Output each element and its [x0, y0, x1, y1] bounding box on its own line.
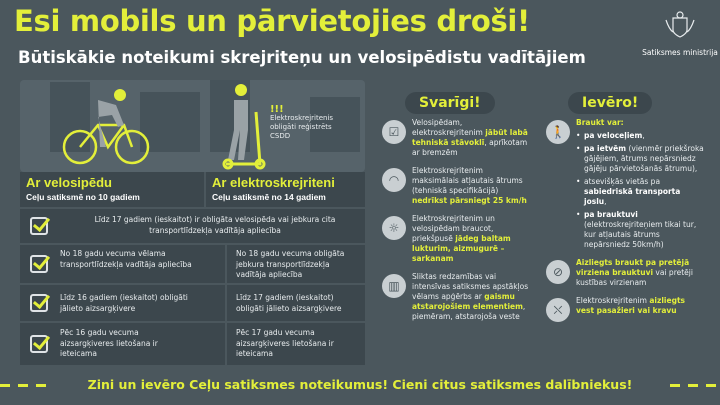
text-segment: ,	[604, 197, 607, 206]
text-segment: Sliktas redzamības vai intensīvas satiksmes apstākļos vēlams apģērbs ar	[412, 272, 529, 301]
ministry-name: Satiksmes ministrija	[642, 48, 718, 57]
text-segment: ,	[642, 131, 645, 140]
text-segment: (vienmēr priekšroka gājējiem, ātrums nepārsniedz gājēju pārvietošanās ātrumu),	[584, 144, 704, 173]
text-segment: (elektroskrejriteņiem tikai tur, kur atļautais ātrums nepārsniedz 50km/h)	[584, 220, 697, 249]
checkbox-icon	[30, 217, 48, 235]
bicycle-age: Ceļu satiksmē no 10 gadiem	[26, 192, 140, 202]
text-segment: Velosipēdam, elektroskrejritenim	[412, 118, 486, 137]
ievero-heading: Ievēro!	[568, 92, 652, 114]
vest-icon: ▥	[382, 274, 406, 298]
rule-row	[20, 209, 365, 243]
svarigi-heading: Svarīgi!	[405, 92, 495, 114]
text-segment: jābūt labā tehniskā stāvoklī	[412, 128, 528, 147]
svarigi-list	[380, 118, 530, 330]
page-subtitle: Būtiskākie noteikumi skrejriteņu un velosipēdistu vadītājiem	[18, 48, 586, 67]
bicycle-title: Ar velosipēdu	[26, 175, 112, 190]
bicycle-header	[20, 172, 204, 207]
ride-option	[576, 210, 704, 250]
speedometer-icon: ◠	[382, 168, 406, 192]
text-segment: Aizliegts braukt pa pretējā virziena brauktuvi	[576, 258, 690, 277]
no-entry-icon: ⊘	[546, 260, 570, 284]
text-segment: , piemēram, atstarojoša veste	[412, 302, 526, 321]
ride-option	[576, 144, 704, 174]
pedestrian-bicycle-icon: 🚶	[546, 120, 570, 144]
rule-bicycle: No 18 gadu vecuma vēlama transportlīdzekļa vadītāja apliecība	[60, 249, 192, 269]
svarigi-item	[380, 214, 530, 264]
checkbox-icon	[30, 255, 48, 273]
svarigi-item	[380, 272, 530, 322]
scooter-header	[206, 172, 365, 207]
text-segment: Elektroskrejritenim	[576, 296, 650, 305]
text-segment: Elektroskrejritenim un velosipēdam braucot, priekšpusē	[412, 214, 495, 243]
checkbox-icon	[30, 294, 48, 312]
rule-scooter: Līdz 17 gadiem (ieskaitot) obligāti jālieto aizsargķivere	[236, 293, 342, 313]
rule-bicycle: Līdz 16 gadiem (ieskaitot) obligāti jālieto aizsargķivere	[60, 293, 188, 313]
svarigi-item	[380, 166, 530, 206]
rule-text: Līdz 17 gadiem (ieskaitot) ir obligāta velosipēda vai jebkura cita transportlīdzekļa vadītāja apliecība	[94, 215, 336, 235]
text-segment: sabiedriskā transporta joslu	[584, 187, 681, 206]
rule-scooter: Pēc 17 gadu vecuma aizsargķiveres lietošana ir ieteicama	[236, 328, 334, 358]
forbidden-wrong-way	[544, 258, 704, 288]
note-mark: !!!	[270, 104, 284, 115]
rule-row	[20, 323, 365, 365]
cyclist-illustration	[60, 85, 150, 170]
page-title: Esi mobils un pārvietojies droši!	[14, 4, 530, 38]
text-segment: atsevišķās vietās pa	[584, 177, 661, 186]
text-segment: , aprīkotam ar bremzēm	[412, 138, 528, 157]
scooter-age: Ceļu satiksmē no 14 gadiem	[212, 192, 326, 202]
note-text: Elektroskrejritenis obligāti reģistrēts CSDD	[270, 114, 334, 140]
rule-scooter: No 18 gadu vecuma obligāta jebkura transportlīdzekļa vadītāja apliecība	[236, 249, 345, 279]
rule-row	[20, 245, 365, 283]
ride-allowed	[544, 118, 704, 250]
checkbox-icon	[30, 335, 48, 353]
scooter-rider-illustration	[220, 80, 270, 172]
rule-bicycle: Pēc 16 gadu vecuma aizsargķiveres lietošana ir ieteicama	[60, 328, 158, 358]
checklist-icon: ☑	[382, 120, 406, 144]
registration-note	[270, 105, 350, 141]
bottom-slogan: Zini un ievēro Ceļu satiksmes noteikumus! Cieni citus satiksmes dalībniekus!	[87, 377, 633, 392]
svarigi-item	[380, 118, 530, 158]
text-segment: Elektroskrejritenim maksimālais atļautais ātrums (tehniskā specifikācijā)	[412, 166, 523, 195]
forbidden-passenger	[544, 296, 704, 316]
ride-option	[576, 177, 704, 207]
ievero-list	[544, 118, 704, 324]
ministry-logo	[640, 10, 720, 59]
text-segment: gaismu atstarojošiem elementiem	[412, 292, 523, 311]
rule-row	[20, 285, 365, 321]
ride-option	[576, 131, 704, 141]
text-segment: aizliegts vest pasažieri vai kravu	[576, 296, 686, 315]
illustration-scene	[20, 80, 365, 172]
scooter-title: Ar elektroskrejriteni	[212, 175, 335, 190]
text-segment: nedrīkst pārsniegt 25 km/h	[412, 196, 527, 205]
text-segment: vai pretēji kustības virzienam	[576, 268, 693, 287]
ride-label: Braukt var:	[576, 118, 624, 127]
text-segment: jādeg baltam lukturim, aizmugurē – sarkanam	[412, 234, 511, 263]
scooter-passenger-icon: ⛌	[546, 298, 570, 322]
text-segment: pa brauktuvi	[584, 210, 638, 219]
headlight-icon: ☼	[382, 216, 406, 240]
text-segment: pa veloceļiem	[584, 131, 643, 140]
text-segment: pa ietvēm	[584, 144, 627, 153]
coat-of-arms-icon	[663, 10, 697, 40]
